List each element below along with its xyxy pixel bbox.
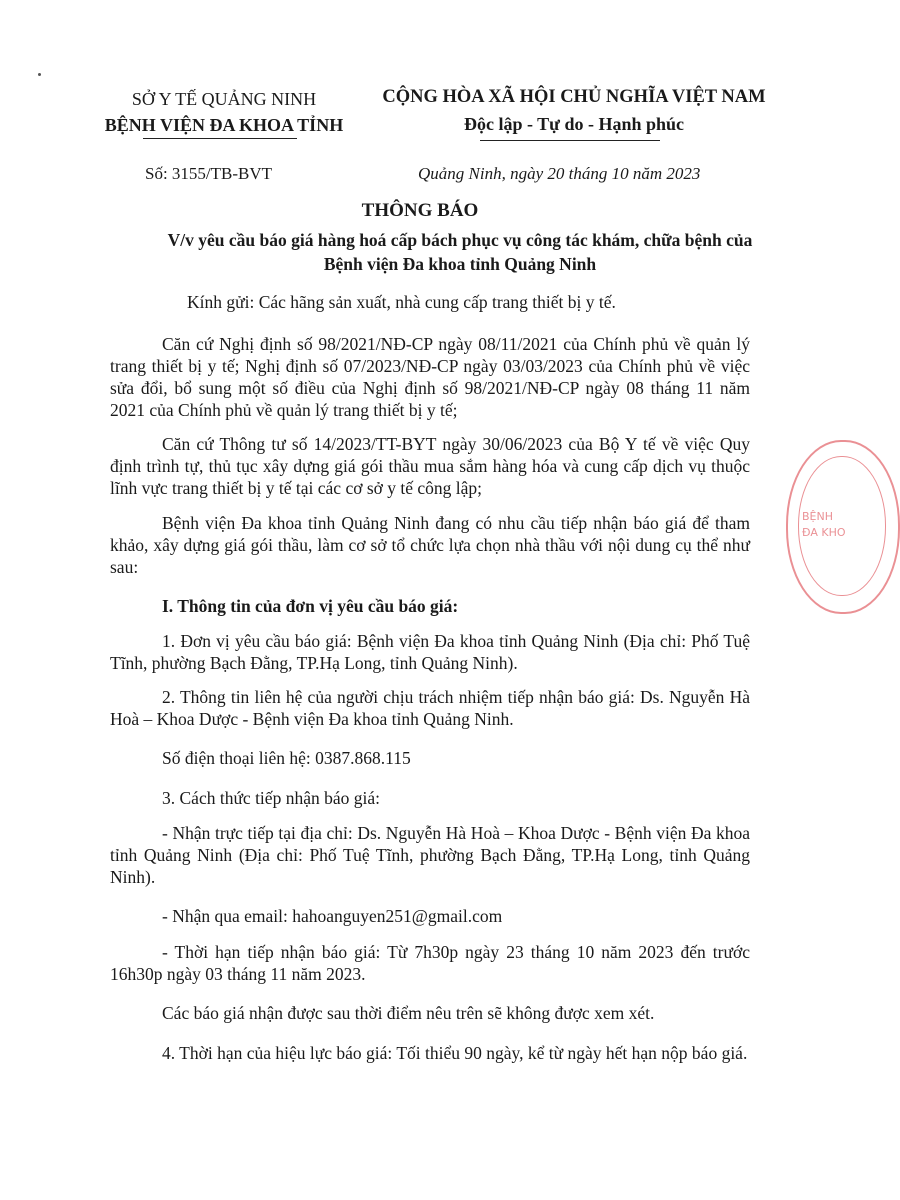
- document-number: Số: 3155/TB-BVT: [145, 164, 273, 183]
- seal-text-1: BỆNH: [802, 510, 833, 523]
- late-note: Các báo giá nhận được sau thời điểm nêu trên sẽ không được xem xét.: [162, 1003, 655, 1023]
- item-4: 4. Thời hạn của hiệu lực báo giá: Tối thiểu 90 ngày, kể từ ngày hết hạn nộp báo giá.: [162, 1043, 748, 1063]
- national-motto: Độc lập - Tự do - Hạnh phúc: [463, 114, 685, 134]
- basis-paragraph-3: Bệnh viện Đa khoa tỉnh Quảng Ninh đang có nhu cầu tiếp nhận báo giá để tham khảo, xây dựng giá gói thầu, làm cơ sở tổ chức lựa chọn nhà thầu với nội dung cụ thể như sau:: [110, 513, 750, 577]
- basis-paragraph-2: Căn cứ Thông tư số 14/2023/TT-BYT ngày 30/06/2023 của Bộ Y tế về việc Quy định trình tự, thủ tục xây dựng giá gói thầu mua sắm hàng hóa và cung cấp dịch vụ thuộc lĩnh vực trang thiết bị y tế tại các cơ sở y tế công lập;: [110, 434, 750, 498]
- motto-underline: [480, 140, 660, 141]
- hospital-seal: [786, 440, 900, 614]
- national-title: CỘNG HÒA XÃ HỘI CHỦ NGHĨA VIỆT NAM: [382, 87, 766, 107]
- item-2: 2. Thông tin liên hệ của người chịu trách nhiệm tiếp nhận báo giá: Ds. Nguyễn Hà Hoà – Khoa Dược - Bệnh viện Đa khoa tỉnh Quảng Ninh.: [110, 687, 750, 729]
- receive-deadline: - Thời hạn tiếp nhận báo giá: Từ 7h30p ngày 23 tháng 10 năm 2023 đến trước 16h30p ngày 03 tháng 11 năm 2023.: [110, 942, 750, 984]
- contact-phone: Số điện thoại liên hệ: 0387.868.115: [162, 748, 411, 768]
- receive-email: - Nhận qua email: hahoanguyen251@gmail.com: [162, 906, 503, 926]
- scan-speck: [38, 73, 41, 76]
- item-3: 3. Cách thức tiếp nhận báo giá:: [162, 788, 380, 808]
- document-subtitle: V/v yêu cầu báo giá hàng hoá cấp bách phục vụ công tác khám, chữa bệnh của Bệnh viện Đa khoa tỉnh Quảng Ninh: [167, 230, 753, 274]
- section-1-heading: I. Thông tin của đơn vị yêu cầu báo giá:: [162, 596, 459, 616]
- issuer-block: [88, 86, 360, 138]
- issuer-hospital: BỆNH VIỆN ĐA KHOA TỈNH: [104, 115, 344, 135]
- national-header: [380, 84, 768, 138]
- recipient-line: Kính gửi: Các hãng sản xuất, nhà cung cấp trang thiết bị y tế.: [187, 292, 616, 312]
- receive-direct: - Nhận trực tiếp tại địa chỉ: Ds. Nguyễn Hà Hoà – Khoa Dược - Bệnh viện Đa khoa tỉnh Quảng Ninh (Địa chỉ: Phố Tuệ Tĩnh, phường Bạch Đằng, TP.Hạ Long, tỉnh Quảng Ninh).: [110, 823, 750, 887]
- item-1: 1. Đơn vị yêu cầu báo giá: Bệnh viện Đa khoa tỉnh Quảng Ninh (Địa chỉ: Phố Tuệ Tĩnh, phường Bạch Đằng, TP.Hạ Long, tỉnh Quảng Ninh).: [110, 631, 750, 673]
- seal-text-2: ĐA KHO: [802, 526, 846, 539]
- document-title: THÔNG BÁO: [361, 200, 479, 221]
- basis-paragraph-1: Căn cứ Nghị định số 98/2021/NĐ-CP ngày 08/11/2021 của Chính phủ về quản lý trang thiết bị y tế; Nghị định số 07/2023/NĐ-CP ngày 03/03/2023 của Chính phủ về việc sửa đổi, bổ sung một số điều của Nghị định số 98/2021/NĐ-CP ngày 08 tháng 11 năm 2021 của Chính phủ về quản lý trang thiết bị y tế;: [110, 334, 750, 420]
- issuer-underline: [143, 138, 297, 139]
- issuer-department: SỞ Y TẾ QUẢNG NINH: [131, 89, 317, 109]
- document-date: Quảng Ninh, ngày 20 tháng 10 năm 2023: [418, 164, 701, 183]
